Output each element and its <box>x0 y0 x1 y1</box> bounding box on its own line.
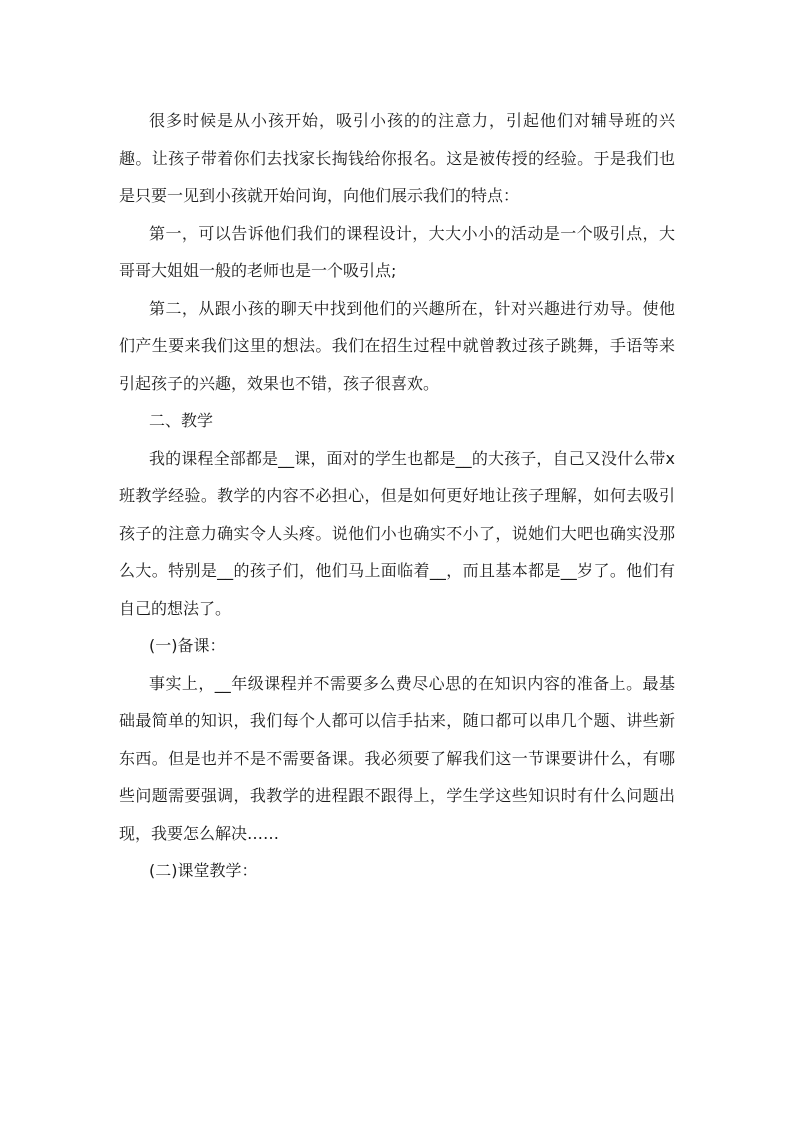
paragraph-course-overview: 我的课程全部都是__课，面对的学生也都是__的大孩子，自己又没什么带x班教学经验。教学的内容不必担心，但是如何更好地让孩子理解，如何去吸引孩子的注意力确实令人头疼。说他们小也确实不小了，说她们大吧也确实没那么大。特别是__的孩子们，他们马上面临着__，而且基本都是__岁了。他们有自己的想法了。 <box>119 448 675 618</box>
section-heading-teaching: 二、教学 <box>149 411 214 430</box>
paragraph-lesson-prep: 事实上，__年级课程并不需要多么费尽心思的在知识内容的准备上。最基础最简单的知识，我们每个人都可以信手拈来，随口都可以串几个题、讲些新东西。但是也并不是不需要备课。我必须要了解我们这一节课要讲什么，有哪些问题需要强调，我教学的进程跟不跟得上，学生学这些知识时有什么问题出现，我要怎么解决…… <box>119 673 675 843</box>
paragraph-point-one: 第一，可以告诉他们我们的课程设计，大大小小的活动是一个吸引点，大哥哥大姐姐一般的老师也是一个吸引点; <box>119 223 675 280</box>
subheading-classroom-teaching: (二)课堂教学： <box>149 861 258 880</box>
document-body <box>119 102 675 890</box>
paragraph-point-two: 第二，从跟小孩的聊天中找到他们的兴趣所在，针对兴趣进行劝导。使他们产生要来我们这里的想法。我们在招生过程中就曾教过孩子跳舞，手语等来引起孩子的兴趣，效果也不错，孩子很喜欢。 <box>119 298 675 393</box>
paragraph-recruit-children: 很多时候是从小孩开始，吸引小孩的的注意力，引起他们对辅导班的兴趣。让孩子带着你们去找家长掏钱给你报名。这是被传授的经验。于是我们也是只要一见到小孩就开始问询，向他们展示我们的特点： <box>119 111 675 205</box>
subheading-lesson-prep: (一)备课： <box>149 636 226 655</box>
